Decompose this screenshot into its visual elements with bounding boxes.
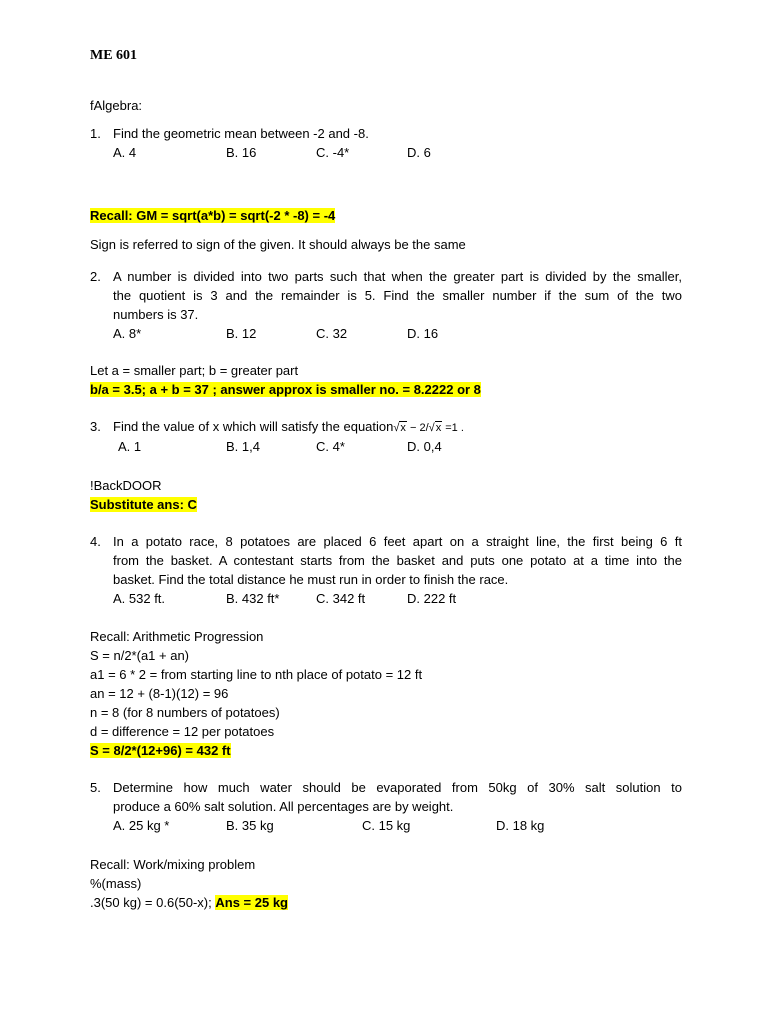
answer-options (113, 143, 682, 162)
substitute-answer (90, 495, 682, 514)
section-heading: fAlgebra: (90, 98, 143, 113)
question-line: A number is divided into two parts such that when the greater part is divided by the smaller, (113, 269, 682, 284)
question-line: Find the value of x which will satisfy the equation (113, 419, 394, 434)
question-number: 4. (90, 534, 101, 549)
question-text (113, 778, 682, 816)
option-a: A. 4 (113, 145, 137, 160)
recall-line: Recall: Arithmetic Progression (90, 629, 264, 644)
question-line: the quotient is 3 and the remainder is 5. Find the smaller number if the sum of the two (113, 288, 682, 303)
radicand: x (435, 422, 442, 434)
recall-line: d = difference = 12 per potatoes (90, 724, 275, 739)
mixing-equation-text: .3(50 kg) = 0.6(50-x); (90, 895, 216, 910)
option-a: A. 8* (113, 326, 142, 341)
option-d: D. 222 ft (407, 591, 457, 606)
option-b: B. 12 (226, 326, 257, 341)
option-c: C. 32 (316, 326, 348, 341)
answer-q5-text: Ans = 25 kg (215, 895, 288, 910)
let-statement: Let a = smaller part; b = greater part (90, 363, 299, 378)
question-4 (90, 532, 682, 610)
question-text (113, 532, 682, 589)
mixing-equation (90, 893, 682, 912)
option-d: D. 18 kg (496, 818, 545, 833)
answer-q4-text: S = 8/2*(12+96) = 432 ft (90, 743, 231, 758)
equation: √x − 2/√x =1 . (393, 422, 464, 434)
sign-note: Sign is referred to sign of the given. It should always be the same (90, 237, 466, 252)
equation-end: =1 . (442, 422, 464, 434)
question-number: 2. (90, 269, 101, 284)
option-a: A. 1 (118, 439, 142, 454)
question-number: 3. (90, 419, 101, 434)
question-number: 5. (90, 780, 101, 795)
question-line: basket. Find the total distance he must run in order to finish the race. (113, 572, 509, 587)
question-text (113, 267, 682, 324)
question-2 (90, 267, 682, 345)
option-b: B. 1,4 (226, 439, 260, 454)
recall-line: %(mass) (90, 876, 142, 891)
question-5 (90, 778, 682, 837)
answer-q4 (90, 741, 682, 760)
question-line: Determine how much water should be evaporated from 50kg of 30% salt solution to (113, 780, 682, 795)
document-title: ME 601 (90, 48, 138, 63)
answer-q2-text: b/a = 3.5; a + b = 37 ; answer approx is smaller no. = 8.2222 or 8 (90, 382, 481, 397)
radicand: x (400, 422, 406, 434)
option-c: C. 342 ft (316, 591, 366, 606)
recall-mixing (90, 855, 682, 912)
recall-line: a1 = 6 * 2 = from starting line to nth place of potato = 12 ft (90, 667, 423, 682)
question-1 (90, 124, 682, 164)
question-line: numbers is 37. (113, 307, 199, 322)
option-a: A. 25 kg * (113, 818, 170, 833)
answer-q2 (90, 380, 682, 399)
question-line: produce a 60% salt solution. All percentages are by weight. (113, 799, 454, 814)
option-b: B. 35 kg (226, 818, 274, 833)
answer-options (113, 816, 682, 835)
recall-line: Recall: Work/mixing problem (90, 857, 256, 872)
answer-options (113, 437, 682, 456)
option-c: C. 15 kg (362, 818, 411, 833)
recall-gm-text: Recall: GM = sqrt(a*b) = sqrt(-2 * -8) = -4 (90, 208, 336, 223)
backdoor-label: !BackDOOR (90, 478, 162, 493)
recall-gm (90, 206, 682, 225)
option-a: A. 532 ft. (113, 591, 166, 606)
question-text (113, 417, 682, 438)
question-3 (90, 417, 682, 457)
equation-middle: − 2/ (406, 422, 429, 434)
answer-options (113, 324, 682, 343)
option-d: D. 16 (407, 326, 439, 341)
question-line: from the basket. A contestant starts from the basket and puts one potato at a time into the (113, 553, 682, 568)
question-number: 1. (90, 126, 101, 141)
substitute-answer-text: Substitute ans: C (90, 497, 197, 512)
question-text: Find the geometric mean between -2 and -8. (113, 126, 369, 141)
option-c: C. -4* (316, 145, 350, 160)
option-c: C. 4* (316, 439, 345, 454)
option-d: D. 0,4 (407, 439, 442, 454)
option-d: D. 6 (407, 145, 431, 160)
recall-line: n = 8 (for 8 numbers of potatoes) (90, 705, 280, 720)
option-b: B. 16 (226, 145, 257, 160)
answer-options (113, 589, 682, 608)
option-b: B. 432 ft* (226, 591, 280, 606)
recall-line: an = 12 + (8-1)(12) = 96 (90, 686, 229, 701)
recall-ap (90, 627, 682, 760)
question-line: In a potato race, 8 potatoes are placed 6 feet apart on a straight line, the first being 6 ft (113, 534, 682, 549)
recall-line: S = n/2*(a1 + an) (90, 648, 190, 663)
